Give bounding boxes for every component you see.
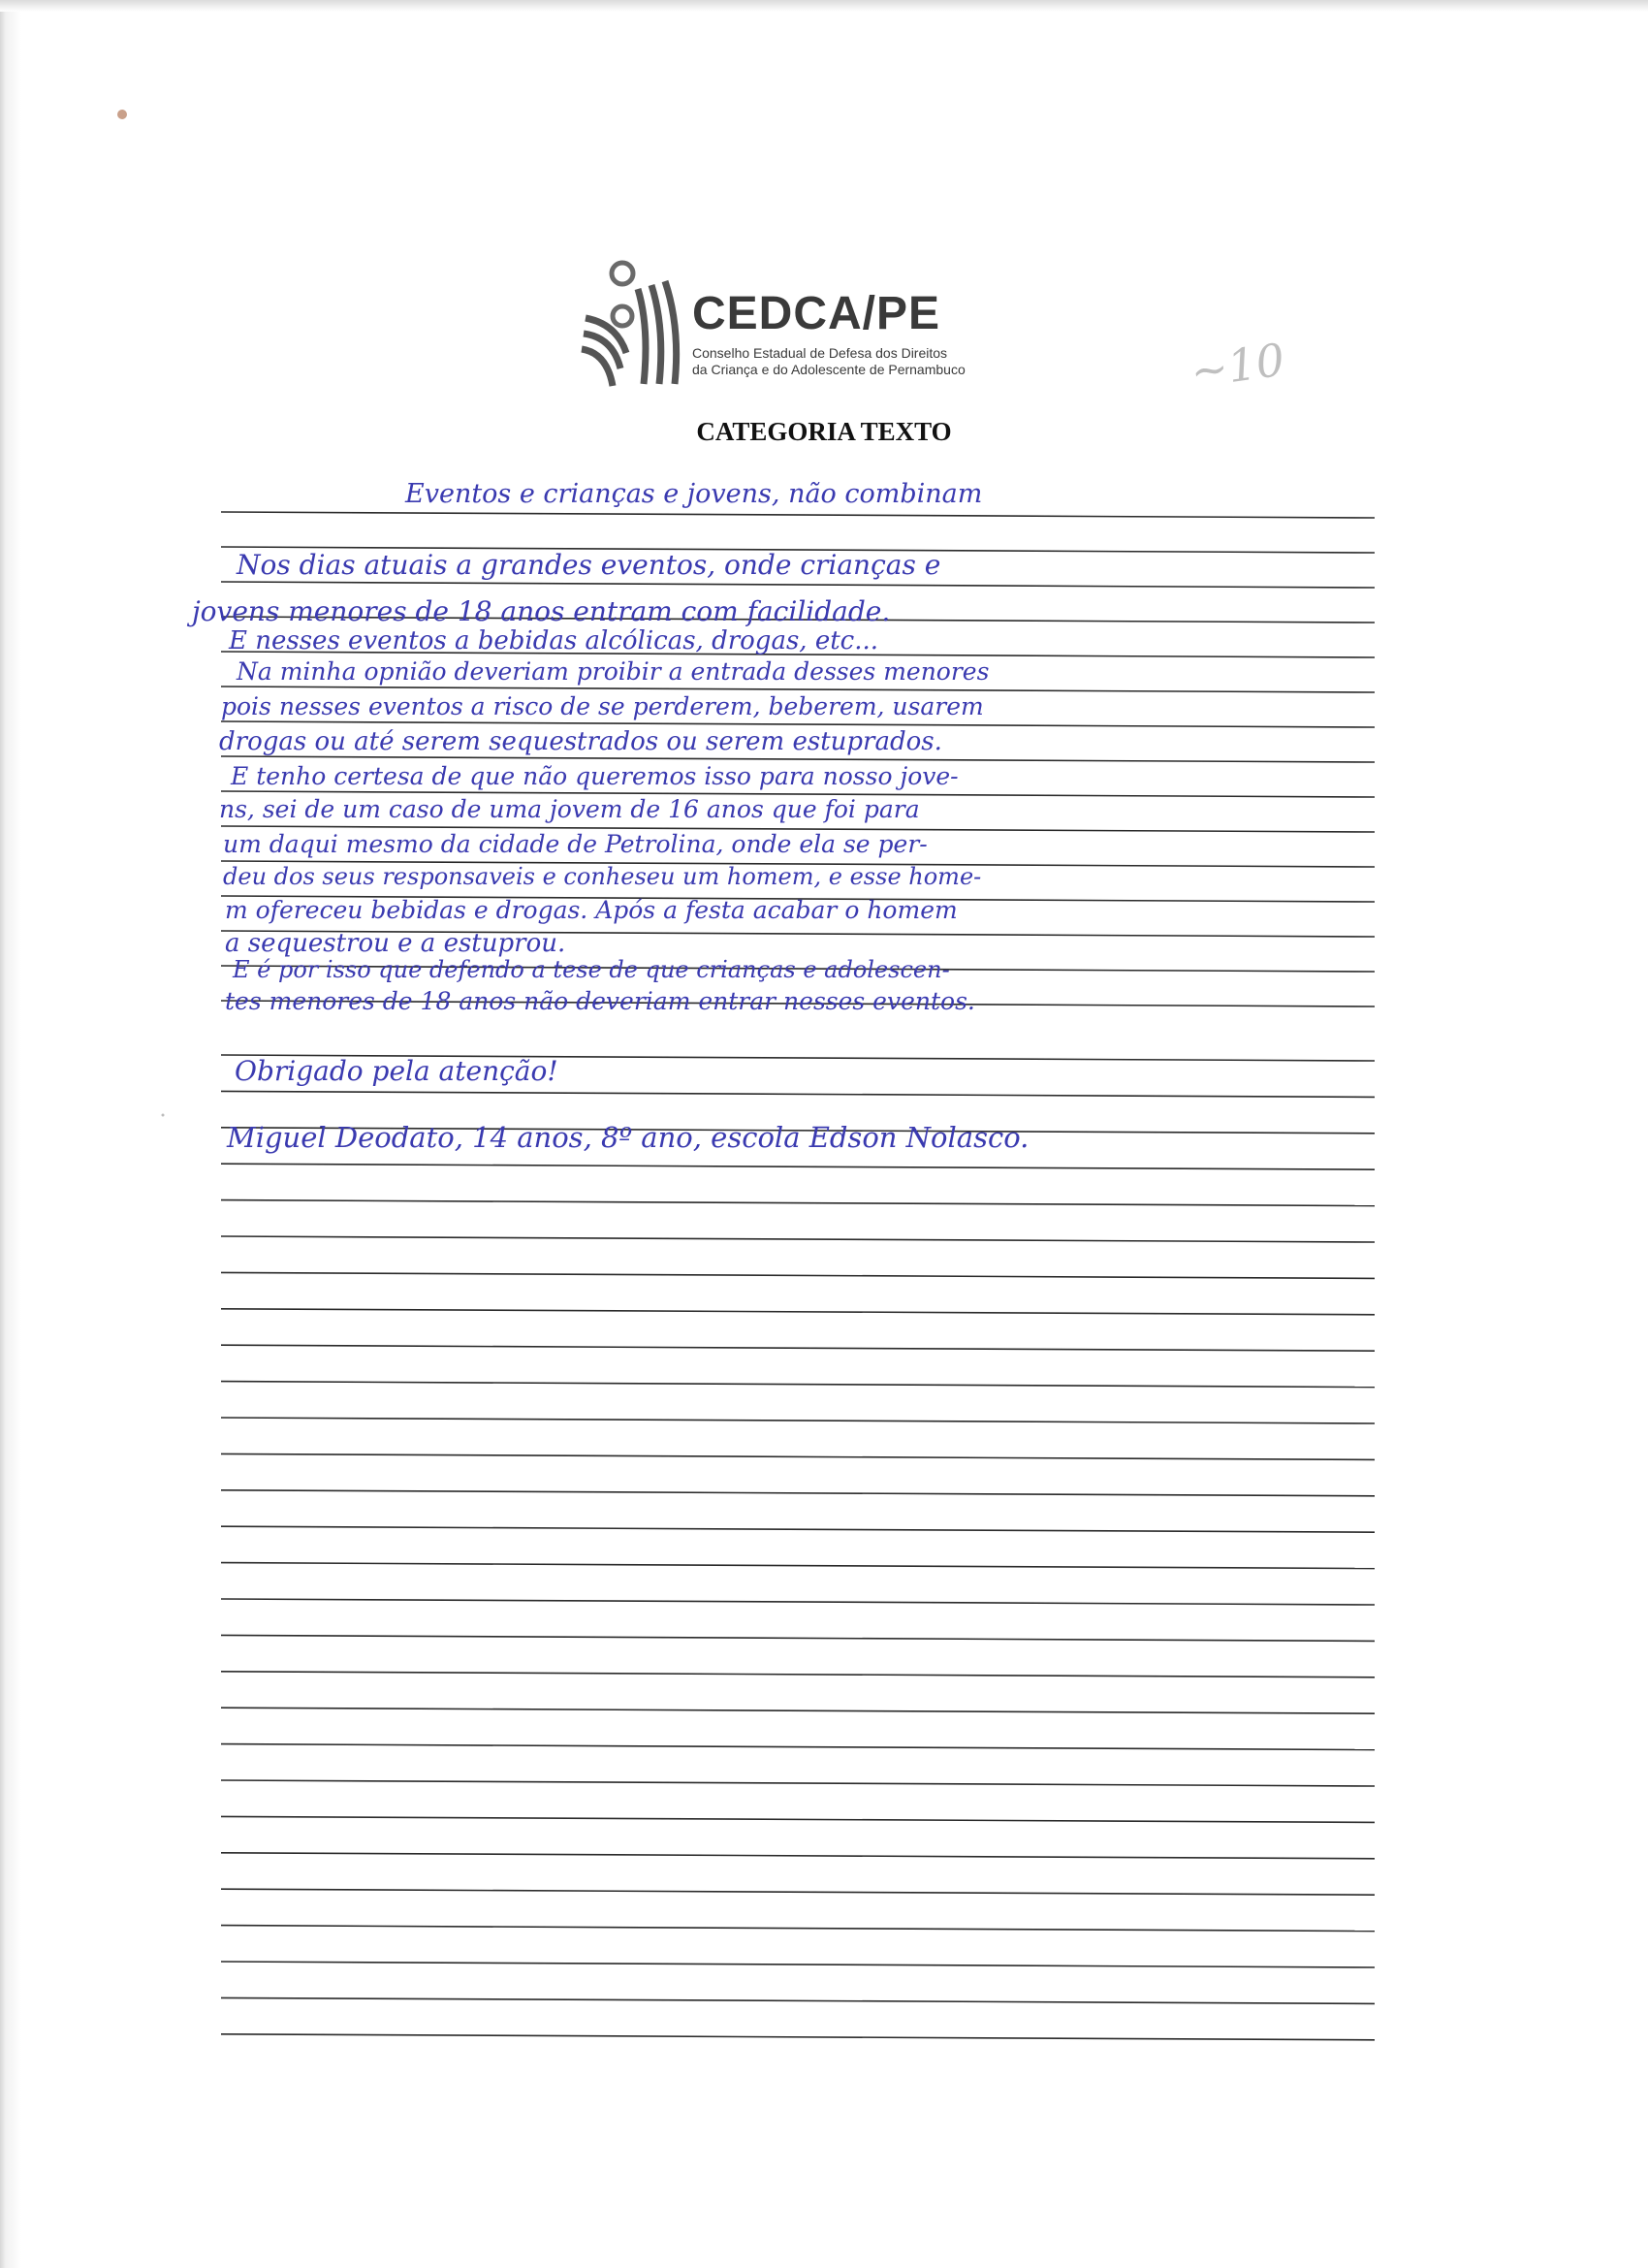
ruled-line-26: [221, 1453, 1375, 1459]
category-heading: CATEGORIA TEXTO: [696, 417, 952, 446]
ruled-line-24: [221, 1382, 1375, 1388]
essay-line-9: um daqui mesmo da cidade de Petrolina, onde ela se per-: [223, 830, 928, 858]
essay-line-14: tes menores de 18 anos não deveriam entrar nesses eventos.: [225, 987, 975, 1015]
ruled-line-29: [221, 1563, 1375, 1569]
ruled-line-33: [221, 1708, 1375, 1713]
essay-line-6: drogas ou até serem sequestrados ou serem estuprados.: [219, 727, 942, 756]
ruled-line-36: [221, 1816, 1375, 1822]
ruled-line-27: [221, 1490, 1375, 1496]
ruled-line-23: [221, 1345, 1375, 1351]
essay-line-11: m ofereceu bebidas e drogas. Após a festa acabar o homem: [225, 896, 958, 924]
ruled-line-40: [221, 1962, 1375, 1967]
ruled-line-22: [221, 1309, 1375, 1315]
ruled-line-21: [221, 1272, 1375, 1278]
essay-line-12: a sequestrou e a estuprou.: [225, 929, 566, 958]
ruled-line-42: [221, 2034, 1375, 2040]
essay-line-1: Nos dias atuais a grandes eventos, onde crianças e: [237, 549, 941, 581]
ruled-line-0: [221, 512, 1375, 518]
margin-grade-note: ~10: [1187, 333, 1288, 399]
logo-subtitle-line-2: da Criança e do Adolescente de Pernambuco: [692, 362, 966, 377]
essay-line-3: E nesses eventos a bebidas alcólicas, drogas, etc...: [229, 626, 879, 655]
essay-line-13: E é por isso que defendo a tese de que crianças e adolescen-: [233, 956, 950, 983]
essay-line-5: pois nesses eventos a risco de se perderem, beberem, usarem: [221, 692, 984, 720]
essay-closing: Obrigado pela atenção!: [235, 1055, 558, 1087]
essay-signature: Miguel Deodato, 14 anos, 8º ano, escola Edson Nolasco.: [227, 1121, 1030, 1154]
ruled-line-38: [221, 1889, 1375, 1895]
essay-line-10: deu dos seus responsaveis e conheseu um homem, e esse home-: [223, 863, 982, 890]
ruled-line-34: [221, 1744, 1375, 1750]
ruled-line-2: [221, 582, 1375, 588]
essay-line-8: ns, sei de um caso de uma jovem de 16 anos que foi para: [219, 795, 920, 823]
ruled-line-19: [221, 1200, 1375, 1206]
logo-title: CEDCA/PE: [692, 288, 941, 339]
essay-line-7: E tenho certesa de que não queremos isso para nosso jove-: [231, 762, 959, 790]
ruled-line-37: [221, 1853, 1375, 1859]
ruled-line-39: [221, 1926, 1375, 1932]
essay-title: Eventos e crianças e jovens, não combinam: [405, 479, 983, 509]
ruled-line-20: [221, 1236, 1375, 1242]
essay-line-4: Na minha opnião deveriam proibir a entrada desses menores: [237, 657, 990, 686]
ruled-line-18: [221, 1164, 1375, 1169]
ruled-line-28: [221, 1526, 1375, 1532]
ruled-line-41: [221, 1997, 1375, 2003]
ruled-line-35: [221, 1780, 1375, 1786]
ruled-line-31: [221, 1635, 1375, 1641]
ruled-line-25: [221, 1418, 1375, 1423]
ruled-line-16: [221, 1091, 1375, 1097]
logo-subtitle-line-1: Conselho Estadual de Defesa dos Direitos: [692, 345, 948, 361]
ruled-line-30: [221, 1599, 1375, 1605]
ruled-line-32: [221, 1672, 1375, 1677]
essay-line-2: jovens menores de 18 anos entram com facilidade.: [192, 595, 891, 627]
